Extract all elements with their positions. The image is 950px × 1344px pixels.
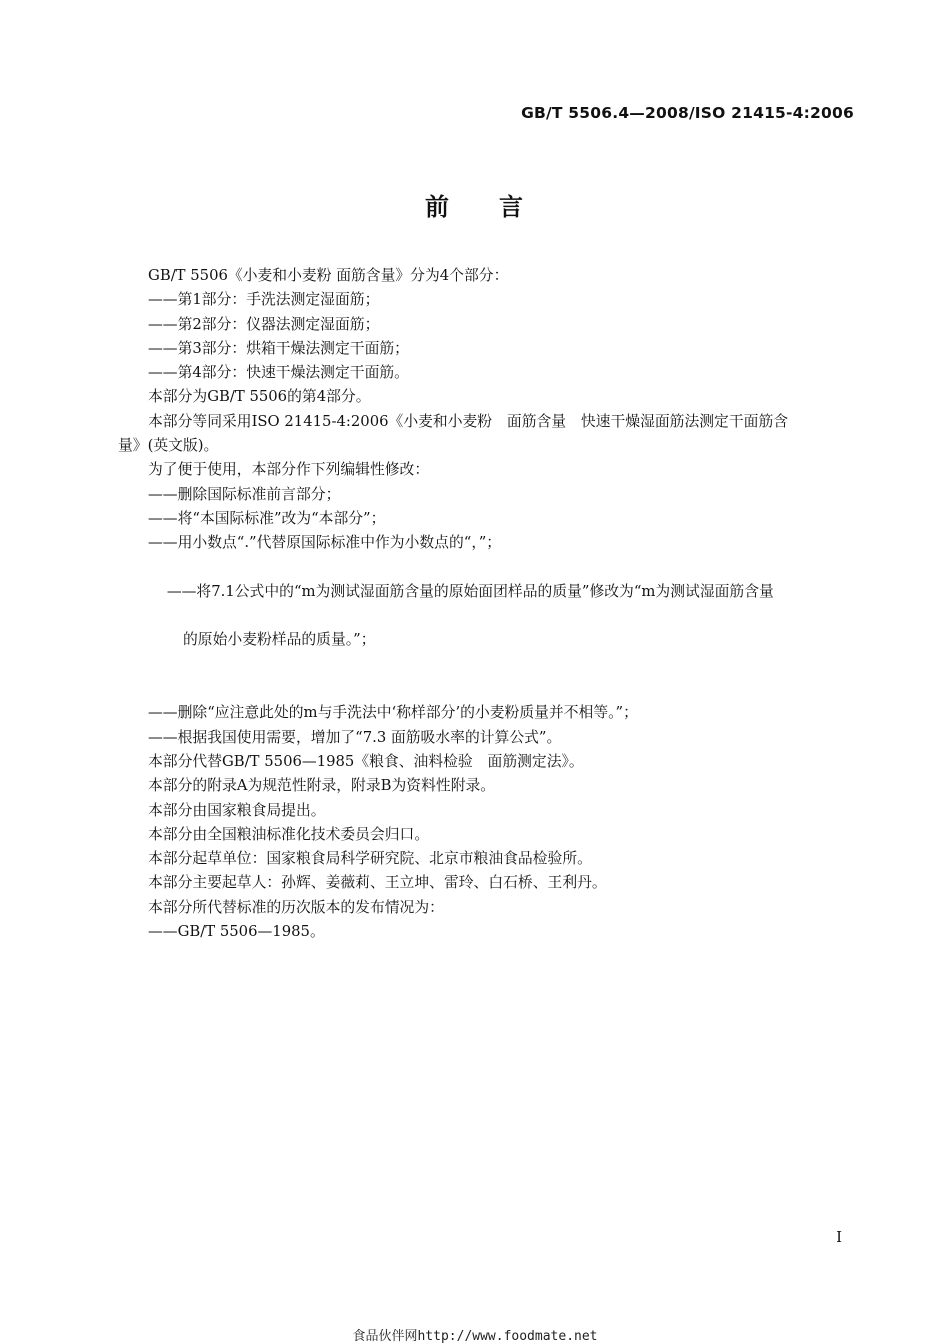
- paragraph-history-intro: 本部分所代替标准的历次版本的发布情况为：: [148, 898, 444, 916]
- list-item-part1: ——第1部分：手洗法测定湿面筋；: [148, 291, 380, 309]
- page-number: I: [836, 1228, 842, 1246]
- list-item-edit5: ——删除“应注意此处的m与手洗法中‘称样部分’的小麦粉质量并不相等。”；: [148, 704, 638, 722]
- paragraph-committee: 本部分由全国粮油标准化技术委员会归口。: [148, 825, 430, 843]
- list-item-edit4: [118, 556, 856, 702]
- list-item-history1: ——GB/T 5506—1985。: [148, 923, 325, 941]
- paragraph-parts-intro: GB/T 5506《小麦和小麦粉 面筋含量》分为4个部分：: [148, 267, 509, 284]
- paragraph-this-part: 本部分为GB/T 5506的第4部分。: [148, 388, 371, 406]
- list-item-part3: ——第3部分：烘箱干燥法测定干面筋；: [148, 339, 409, 357]
- list-item-part2: ——第2部分：仪器法测定湿面筋；: [148, 315, 380, 333]
- paragraph-drafters: 本部分主要起草人：孙辉、姜薇莉、王立坤、雷玲、白石桥、王利丹。: [148, 874, 607, 892]
- title-char-2: 言: [499, 193, 525, 221]
- paragraph-annexes: 本部分的附录A为规范性附录，附录B为资料性附录。: [148, 777, 496, 795]
- list-item-edit4-line2: 的原始小麦粉样品的质量。”；: [183, 631, 376, 649]
- page-title: [0, 187, 950, 222]
- footer-watermark: 食品伙伴网http://www.foodmate.net: [352, 1329, 598, 1344]
- list-item-edit3: ——用小数点“.”代替原国际标准中作为小数点的“，”；: [148, 534, 502, 552]
- paragraph-proposed-by: 本部分由国家粮食局提出。: [148, 801, 326, 819]
- list-item-edit6: ——根据我国使用需要，增加了“7.3 面筋吸水率的计算公式”。: [148, 728, 562, 746]
- paragraph-iso-adoption-line1: 本部分等同采用ISO 21415-4:2006《小麦和小麦粉 面筋含量 快速干燥湿面筋法测定干面筋含: [148, 412, 789, 430]
- standard-code: GB/T 5506.4—2008/ISO 21415-4:2006: [521, 104, 854, 122]
- list-item-part4: ——第4部分：快速干燥法测定干面筋。: [148, 364, 409, 382]
- title-char-1: 前: [425, 193, 451, 221]
- list-item-edit2: ——将“本国际标准”改为“本部分”；: [148, 509, 386, 527]
- list-item-edit1: ——删除国际标准前言部分；: [148, 485, 341, 503]
- paragraph-replaces: 本部分代替GB/T 5506—1985《粮食、油料检验 面筋测定法》。: [148, 752, 584, 770]
- paragraph-editorial-intro: 为了便于使用，本部分作下列编辑性修改：: [148, 461, 430, 479]
- paragraph-drafting-units: 本部分起草单位：国家粮食局科学研究院、北京市粮油食品检验所。: [148, 850, 592, 868]
- list-item-edit4-line1: ——将7.1公式中的“m为测试湿面筋含量的原始面团样品的质量”修改为“m为测试湿面筋含量: [166, 582, 774, 600]
- foreword-body: [118, 264, 856, 944]
- paragraph-iso-adoption-line2: 量》(英文版)。: [118, 437, 219, 455]
